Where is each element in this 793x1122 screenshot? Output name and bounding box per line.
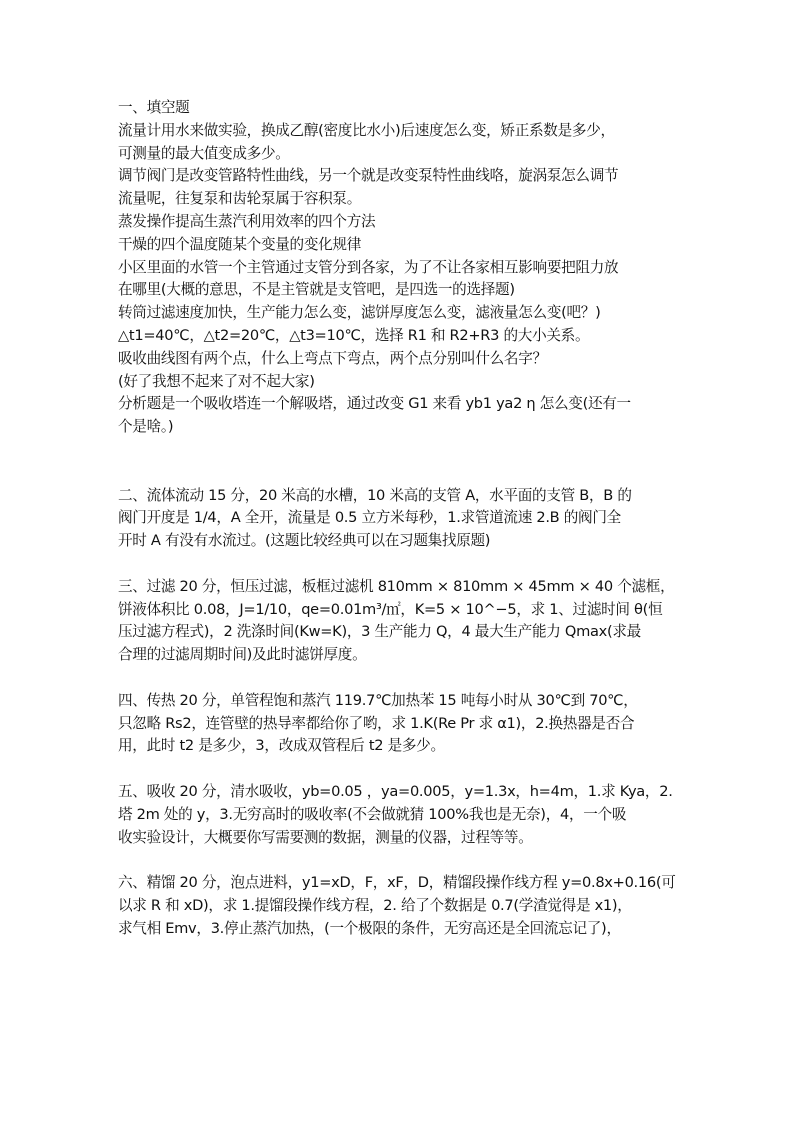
text-line: 流量呢，往复泵和齿轮泵属于容积泵。 [118,190,361,208]
text-line: 干燥的四个温度随某个变量的变化规律 [118,235,361,253]
text-line: 小区里面的水管一个主管通过支管分到各家，为了不让各家相互影响要把阻力放 [118,258,619,276]
absorption-section [118,781,718,849]
text-line: 饼液体积比 0.08，J=1/10，qe=0.01m³/㎡，K=5 × 10^−5，求 1、过滤时间 θ(恒 [118,600,663,618]
text-line: 吸收曲线图有两个点，什么上弯点下弯点，两个点分别叫什么名字？ [118,349,547,367]
text-line: (好了我想不起来了对不起大家) [118,372,315,390]
text-line: 个是啥。) [118,418,174,436]
text-line: 调节阀门是改变管路特性曲线，另一个就是改变泵特性曲线咯，旋涡泵怎么调节 [118,167,619,185]
section-heading-line: 六、精馏 20 分，泡点进料，y1=xD，F，xF，D，精馏段操作线方程 y=0.8x+0.16(可 [118,874,676,892]
text-line: 以求 R 和 xD)，求 1.提馏段操作线方程，2. 给了个数据是 0.7(学渣觉得是 x1)， [118,896,632,914]
section-heading-line: 五、吸收 20 分，清水吸收，yb=0.05 ，ya=0.005，y=1.3x，h=4m，1.求 Kya，2. [118,782,673,800]
text-line: 塔 2m 处的 y，3.无穷高时的吸收率(不会做就猜 100%我也是无奈)，4，一个吸 [118,805,627,823]
text-line: 收实验设计，大概要你写需要测的数据，测量的仪器，过程等等。 [118,828,533,846]
text-line: 流量计用水来做实验，换成乙醇(密度比水小)后速度怎么变，矫正系数是多少， [118,121,615,139]
fluid-flow-section [118,485,718,553]
section-heading-line: 二、流体流动 15 分，20 米高的水槽，10 米高的支管 A，水平面的支管 B，B 的 [118,486,632,504]
text-line: 可测量的最大值变成多少。 [118,144,290,162]
heat-transfer-section [118,690,718,758]
text-line: 阀门开度是 1/4，A 全开，流量是 0.5 立方米每秒，1.求管道流速 2.B 的阀门全 [118,509,621,527]
text-line: 求气相 Emv，3.停止蒸汽加热，(一个极限的条件，无穷高还是全回流忘记了)， [118,919,621,937]
document-page [118,97,718,963]
section-heading-line: 四、传热 20 分，单管程饱和蒸汽 119.7℃加热苯 15 吨每小时从 30℃到 70℃， [118,691,638,709]
distillation-section [118,872,718,940]
text-line: 合理的过滤周期时间)及此时滤饼厚度。 [118,646,367,664]
text-line: 只忽略 Rs2，连管壁的热导率都给你了哟，求 1.K(Re Pr 求 α1)，2.换热器是否合 [118,714,635,732]
section-heading-line: 三、过滤 20 分，恒压过滤，板框过滤机 810mm × 810mm × 45mm × 40 个滤框， [118,577,675,595]
text-line: 分析题是一个吸收塔连一个解吸塔，通过改变 G1 来看 yb1 ya2 η 怎么变(还有一 [118,395,631,413]
text-line: 蒸发操作提高生蒸汽利用效率的四个方法 [118,212,376,230]
text-line: △t1=40℃，△t2=20℃，△t3=10℃，选择 R1 和 R2+R3 的大小关系。 [118,326,590,344]
text-line: 开时 A 有没有水流过。(这题比较经典可以在习题集找原题) [118,532,491,550]
text-line: 压过滤方程式)，2 洗涤时间(Kw=K)，3 生产能力 Q，4 最大生产能力 Qmax(求最 [118,623,641,641]
text-line: 在哪里(大概的意思，不是主管就是支管吧，是四选一的选择题) [118,281,515,299]
text-line: 转筒过滤速度加快，生产能力怎么变，滤饼厚度怎么变，滤液量怎么变(吧？) [118,304,601,322]
fill-in-blank-section [118,97,718,439]
section-heading-line: 一、填空题 [118,99,190,116]
text-line: 用，此时 t2 是多少，3，改成双管程后 t2 是多少。 [118,737,445,755]
filtration-section [118,576,718,667]
